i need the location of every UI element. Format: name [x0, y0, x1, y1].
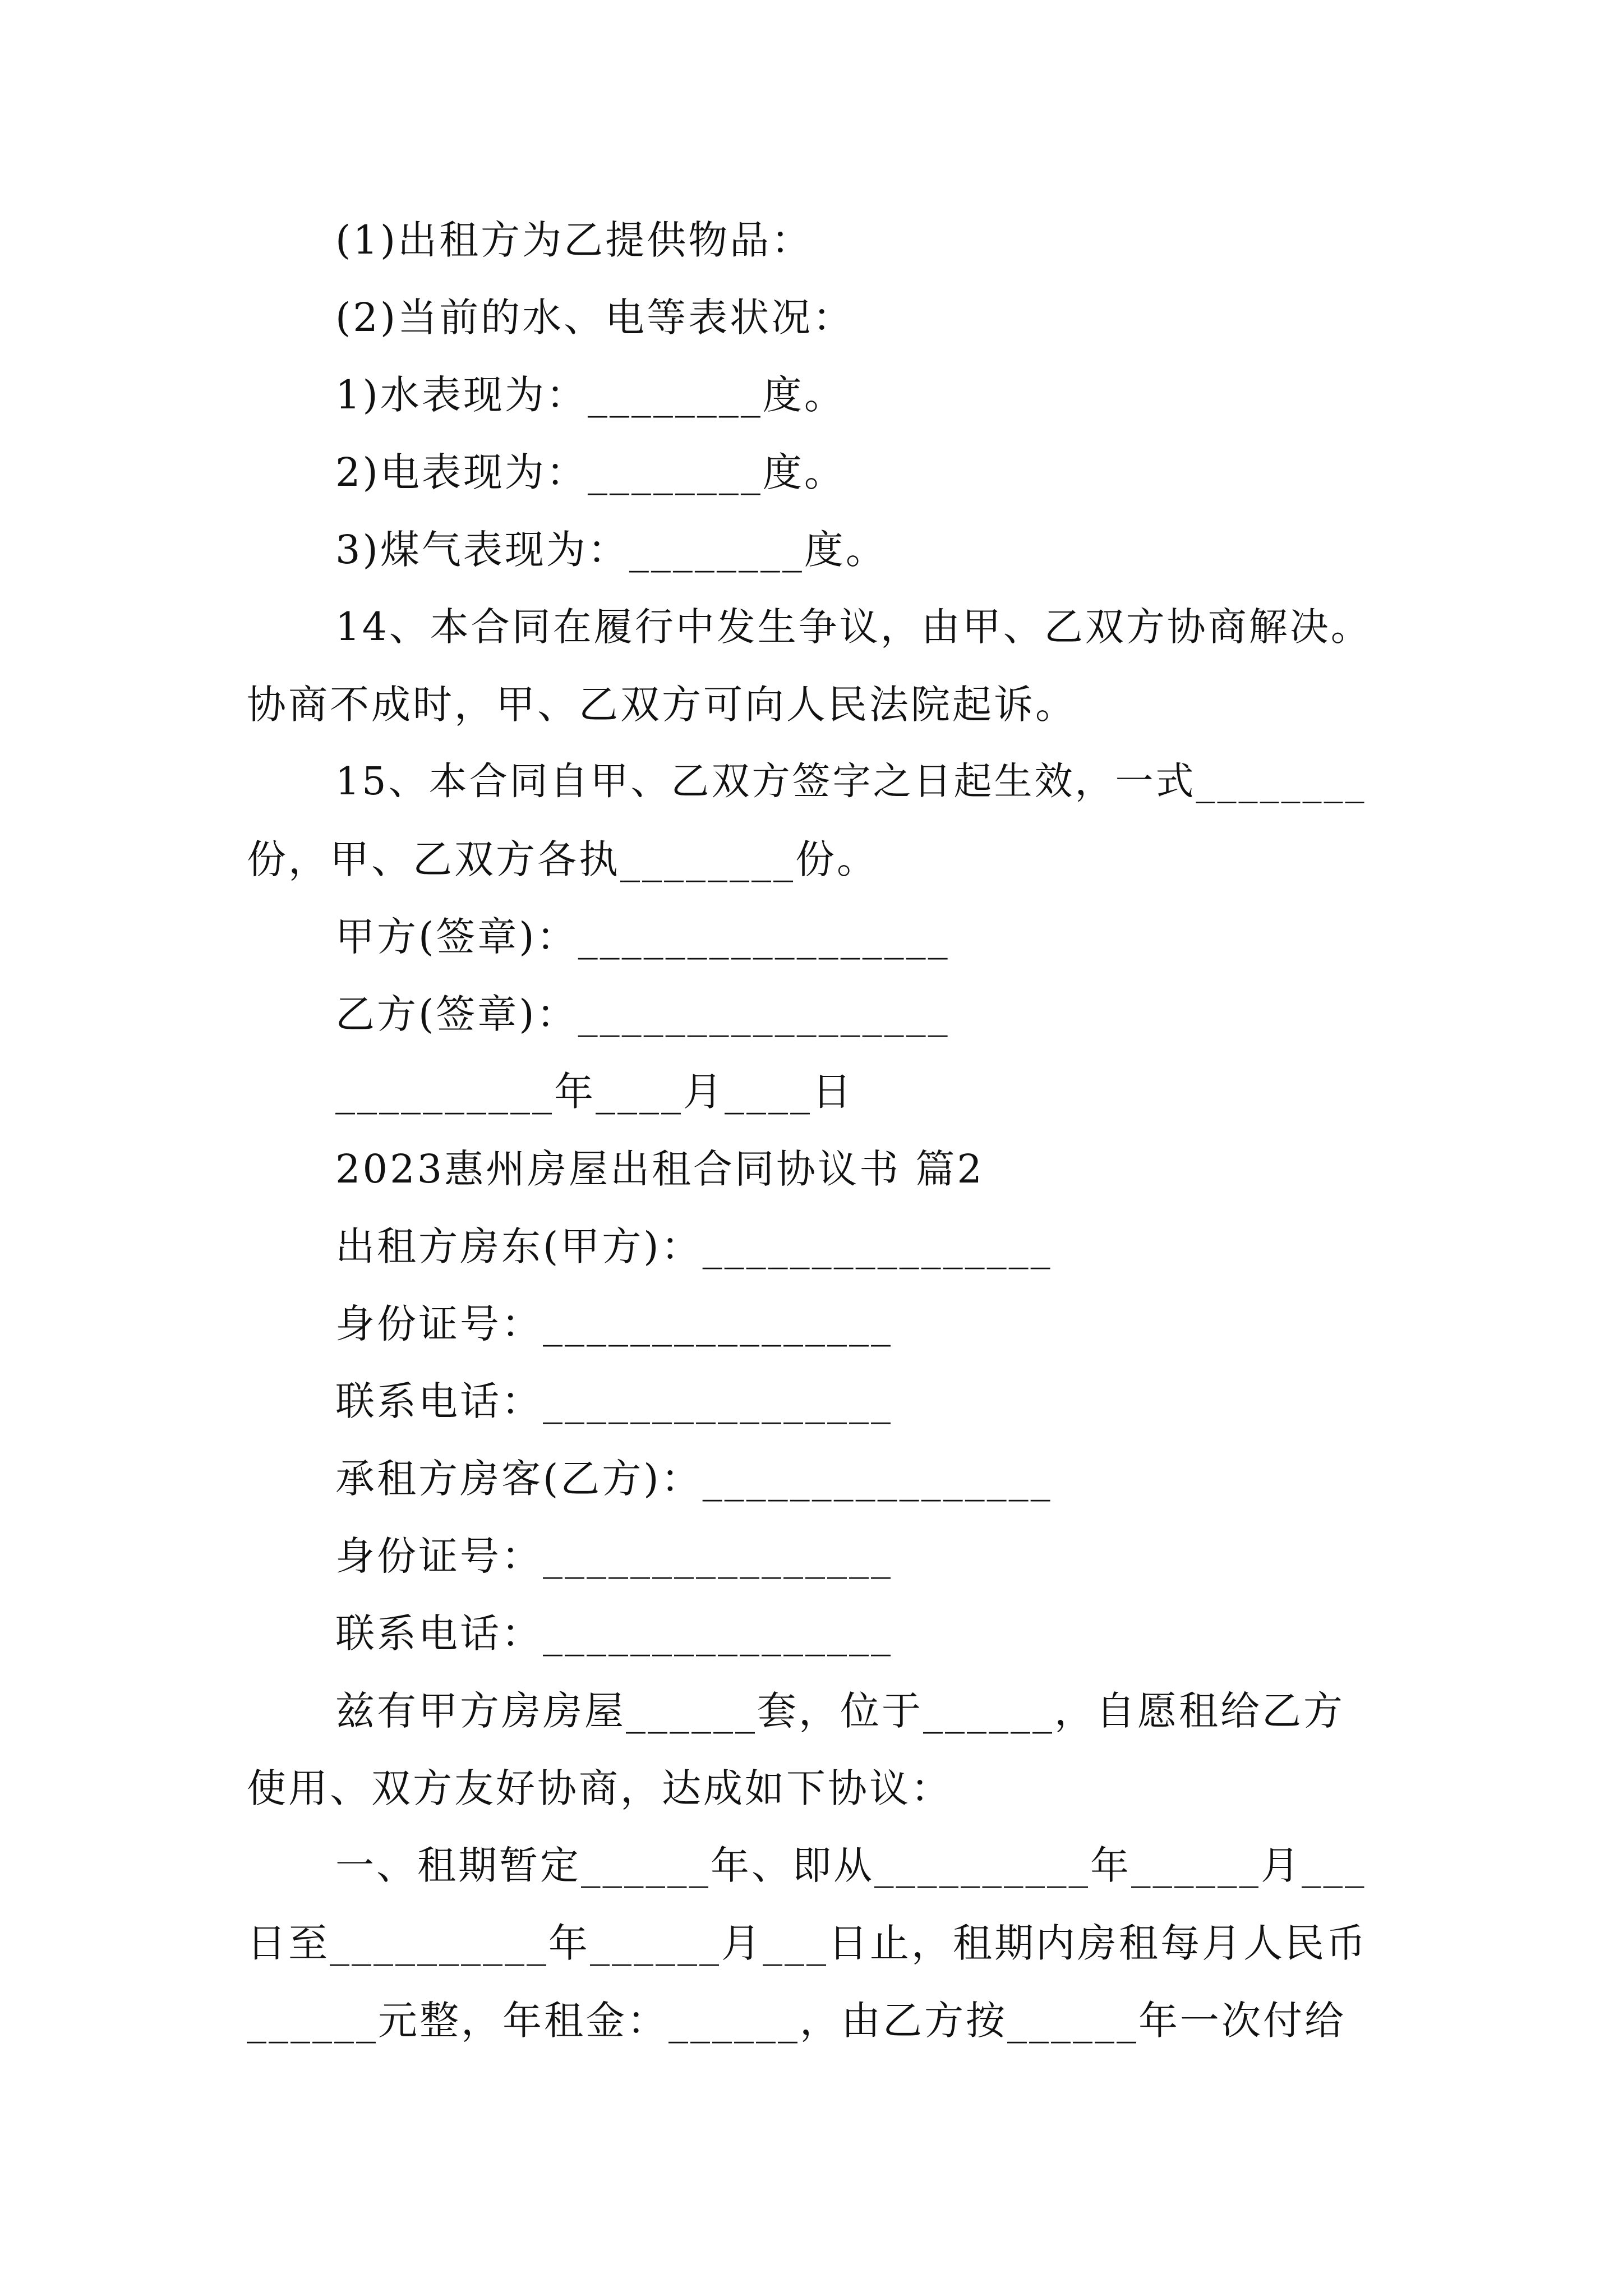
landlord-name-field: 出租方房东(甲方)：________________ — [335, 1223, 1053, 1269]
party-a-signature: 甲方(签章)：_________________ — [335, 914, 950, 960]
item-electric-meter: 2)电表现为：________度。 — [335, 449, 846, 495]
item-supplied-goods: (1)出租方为乙提供物品： — [335, 217, 813, 263]
preamble-line-1: 兹有甲方房房屋______套，位于______，自愿租给乙方 — [335, 1688, 1345, 1734]
clause-15-line-1: 15、本合同自甲、乙双方签字之日起生效，一式________ — [335, 760, 1367, 804]
term-line-3: ______元整，年租金：______，由乙方按______年一次付给 — [247, 1998, 1346, 2044]
party-b-signature: 乙方(签章)：_________________ — [335, 991, 950, 1037]
tenant-phone-field: 联系电话：________________ — [335, 1611, 893, 1657]
term-line-2: 日至__________年______月___日止，租期内房租每月人民币 — [247, 1920, 1368, 1966]
tenant-name-field: 承租方房客(乙方)：________________ — [335, 1456, 1053, 1502]
signature-date: __________年____月____日 — [335, 1069, 854, 1115]
preamble-line-2: 使用、双方友好协商，达成如下协议： — [247, 1765, 952, 1811]
clause-14-line-1: 14、本合同在履行中发生争议，由甲、乙双方协商解决。 — [335, 605, 1372, 650]
section-heading: 2023惠州房屋出租合同协议书 篇2 — [335, 1146, 984, 1192]
clause-15-line-2: 份，甲、乙双方各执________份。 — [247, 836, 878, 882]
clause-14-line-2: 协商不成时，甲、乙双方可向人民法院起诉。 — [247, 682, 1077, 728]
landlord-id-field: 身份证号：________________ — [335, 1301, 893, 1347]
landlord-phone-field: 联系电话：________________ — [335, 1378, 893, 1424]
item-gas-meter: 3)煤气表现为：________度。 — [335, 527, 887, 573]
item-meter-status: (2)当前的水、电等表状况： — [335, 295, 855, 341]
tenant-id-field: 身份证号：________________ — [335, 1533, 893, 1579]
term-line-1: 一、租期暂定______年、即从__________年______月___ — [335, 1843, 1367, 1888]
item-water-meter: 1)水表现为：________度。 — [335, 372, 846, 418]
